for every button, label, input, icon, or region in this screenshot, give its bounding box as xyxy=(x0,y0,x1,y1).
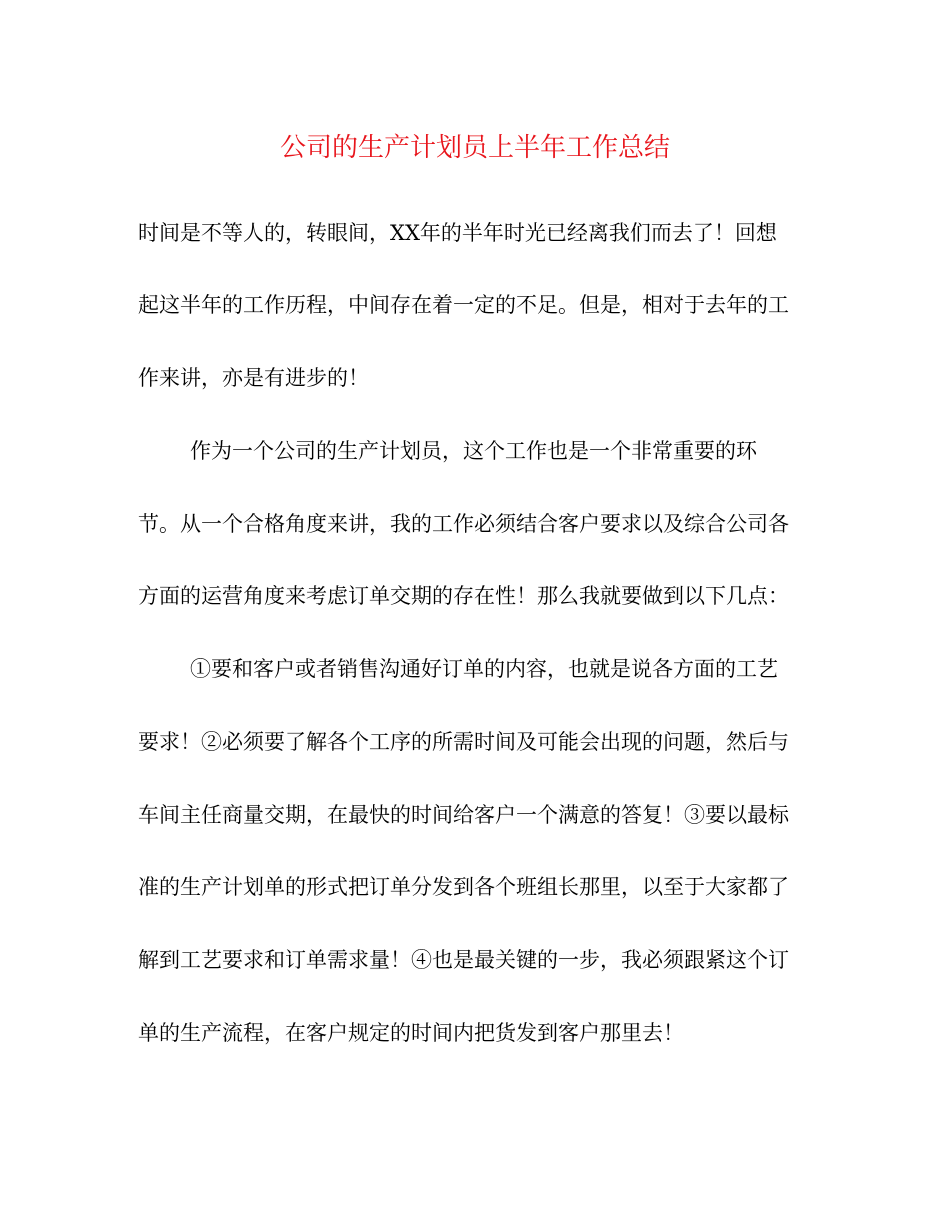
paragraph-2-line-1: 作为一个公司的生产计划员，这个工作也是一个非常重要的环 xyxy=(190,439,757,463)
paragraph-1-line-3: 作来讲，亦是有进步的！ xyxy=(138,366,369,390)
paragraph-3-line-6: 单的生产流程，在客户规定的时间内把货发到客户那里去！ xyxy=(138,1021,684,1045)
document-title: 公司的生产计划员上半年工作总结 xyxy=(279,133,670,163)
paragraph-3-line-5: 解到工艺要求和订单需求量！④也是最关键的一步，我必须跟紧这个订 xyxy=(138,948,789,972)
paragraph-1-line-2: 起这半年的工作历程，中间存在着一定的不足。但是，相对于去年的工 xyxy=(138,293,789,317)
paragraph-2-line-2: 节。从一个合格角度来讲，我的工作必须结合客户要求以及综合公司各 xyxy=(138,512,789,536)
paragraph-3-line-1: ①要和客户或者销售沟通好订单的内容，也就是说各方面的工艺 xyxy=(190,657,778,681)
paragraph-2-line-3: 方面的运营角度来考虑订单交期的存在性！那么我就要做到以下几点： xyxy=(138,584,789,608)
paragraph-3-line-3: 车间主任商量交期，在最快的时间给客户一个满意的答复！③要以最标 xyxy=(138,803,789,827)
paragraph-3-line-2: 要求！②必须要了解各个工序的所需时间及可能会出现的问题，然后与 xyxy=(138,730,789,754)
paragraph-1-line-1: 时间是不等人的，转眼间，XX年的半年时光已经离我们而去了！回想 xyxy=(138,221,777,245)
paragraph-3-line-4: 准的生产计划单的形式把订单分发到各个班组长那里，以至于大家都了 xyxy=(138,875,789,899)
